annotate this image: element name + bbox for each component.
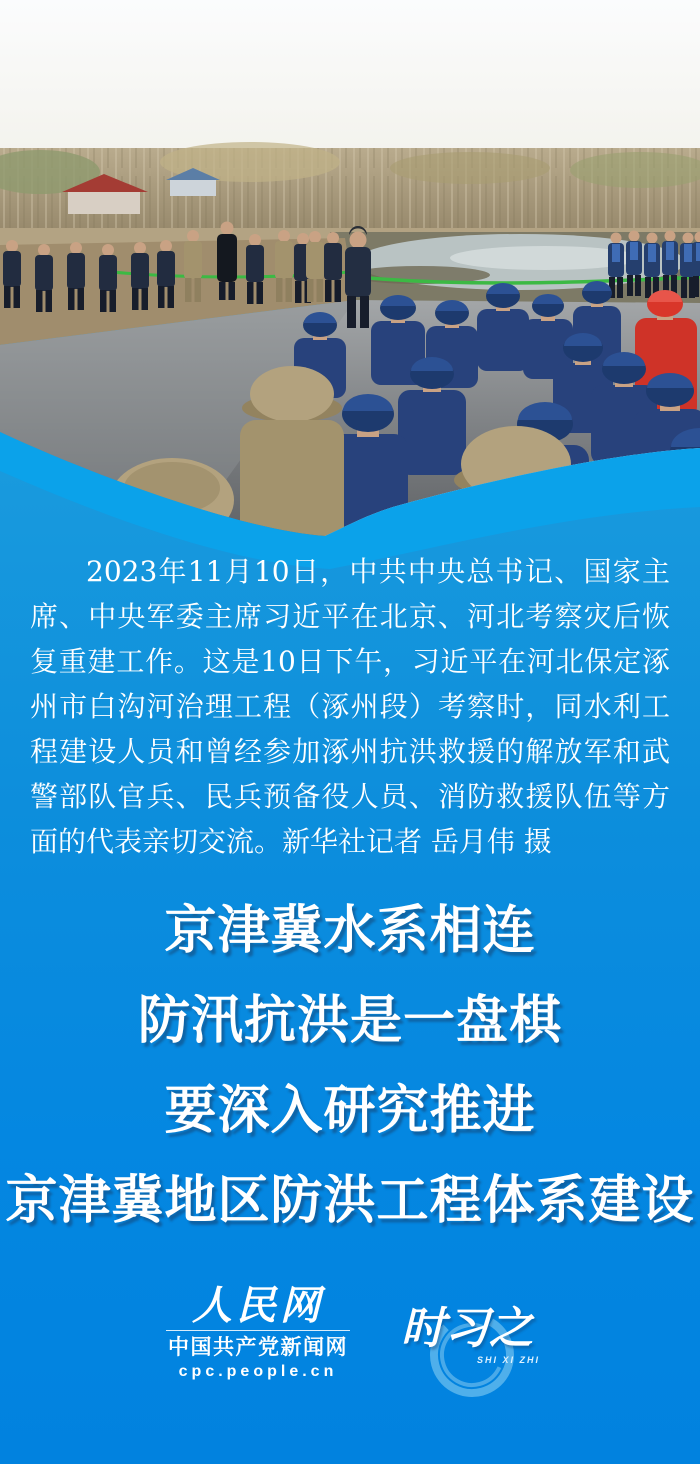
people-net-logo xyxy=(158,1282,358,1383)
headline-line: 京津冀地区防洪工程体系建设 xyxy=(5,1170,695,1231)
logo-divider-line xyxy=(166,1330,350,1331)
photo-caption-text: 2023年11月10日，中共中央总书记、国家主席、中央军委主席习近平在北京、河北考察灾后恢复重建工作。这是10日下午，习近平在河北保定涿州市白沟河治理工程（涿州段）考察时，同水利工程建设人员和曾经参加涿州抗洪救援的解放军和武警部队官兵、民兵预备役人员、消防救援队伍等方面的代表亲切交流。新华社记者 岳月伟 摄 xyxy=(30,555,670,858)
lead-photo xyxy=(0,0,700,600)
people-net-script-wordmark: 人民网 xyxy=(192,1282,324,1329)
headline-line: 要深入研究推进 xyxy=(164,1080,536,1141)
shixizhi-wordmark: 时习之 xyxy=(401,1304,533,1353)
people-net-domain: cpc.people.cn xyxy=(178,1363,338,1380)
headline-line: 京津冀水系相连 xyxy=(164,900,536,961)
photo-illustration xyxy=(0,0,700,600)
footer-logos xyxy=(0,1282,700,1411)
people-net-site-name: 中国共产党新闻网 xyxy=(168,1336,348,1359)
shixizhi-logo xyxy=(392,1291,542,1411)
headline-block xyxy=(0,880,700,1240)
headline-line: 防汛抗洪是一盘棋 xyxy=(137,990,562,1051)
shixizhi-latin: SHI XI ZHI xyxy=(476,1355,540,1365)
photo-caption xyxy=(30,549,670,864)
